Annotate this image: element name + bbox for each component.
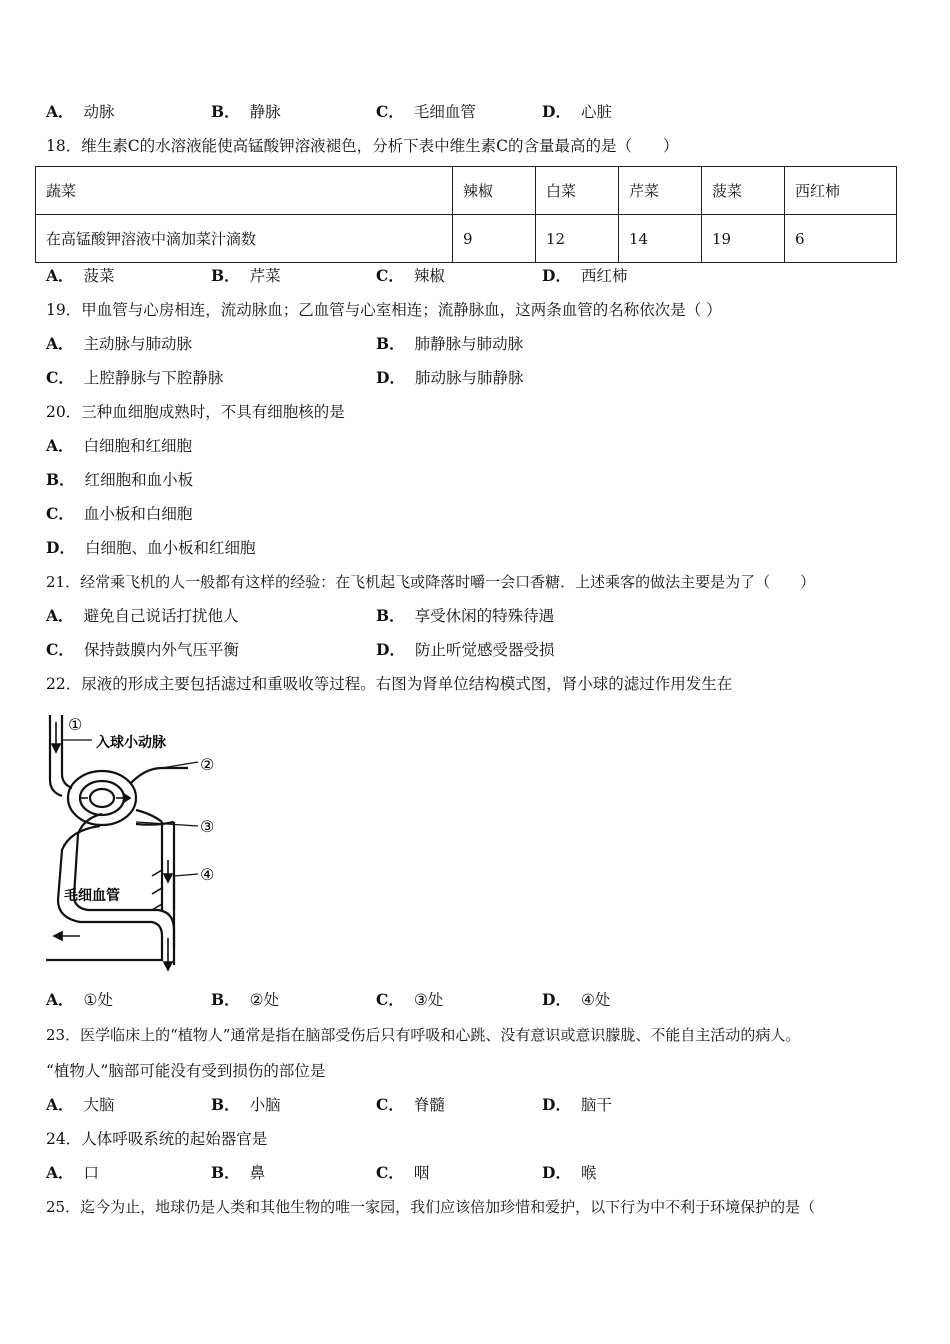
q23-option-c[interactable]: C． 脊髓 [376, 1095, 445, 1114]
q20-option-d[interactable]: D． 白细胞、血小板和红细胞 [46, 538, 256, 557]
q20-option-c[interactable]: C． 血小板和白细胞 [46, 504, 193, 523]
marker-1: ① [68, 715, 83, 734]
nephron-outline [46, 715, 188, 965]
q18-option-c[interactable]: C． 辣椒 [376, 266, 445, 285]
q19-option-c[interactable]: C． 上腔静脉与下腔静脉 [46, 368, 224, 387]
table-cell: 芹菜 [619, 167, 702, 215]
q23-option-d[interactable]: D． 脑干 [542, 1095, 612, 1114]
q23-stem-line1: 23．医学临床上的“植物人”通常是指在脑部受伤后只有呼吸和心跳、没有意识或意识朦胧、不能自主活动的病人。 [46, 1026, 801, 1044]
tubule-inner [74, 814, 174, 948]
table-cell: 西红柿 [785, 167, 897, 215]
table-cell: 白菜 [536, 167, 619, 215]
nephron-diagram [40, 710, 230, 975]
marker-4: ④ [200, 865, 215, 884]
table-cell: 9 [453, 215, 536, 263]
marker-3: ③ [200, 817, 215, 836]
q17-option-d[interactable]: D． 心脏 [542, 102, 612, 121]
q18-option-a[interactable]: A． 菠菜 [46, 266, 115, 285]
reabsorb-arrow [152, 870, 162, 876]
label-afferent-arteriole: 入球小动脉 [96, 735, 166, 751]
q22-option-a[interactable]: A． ①处 [46, 990, 113, 1009]
vitamin-c-table [35, 166, 897, 263]
q23-option-a[interactable]: A． 大脑 [46, 1095, 115, 1114]
q21-option-d[interactable]: D． 防止听觉感受器受损 [376, 640, 555, 659]
table-cell: 在高锰酸钾溶液中滴加菜汁滴数 [36, 215, 453, 263]
arrow-head [124, 794, 130, 802]
q23-stem-line2: “植物人”脑部可能没有受到损伤的部位是 [46, 1062, 326, 1080]
q18-option-b[interactable]: B． 芹菜 [211, 266, 281, 285]
q24-stem: 24．人体呼吸系统的起始器官是 [46, 1130, 268, 1148]
q22-option-d[interactable]: D． ④处 [542, 990, 611, 1009]
q17-option-c[interactable]: C． 毛细血管 [376, 102, 476, 121]
arrow-head [164, 874, 172, 882]
table-cell: 辣椒 [453, 167, 536, 215]
table-cell: 12 [536, 215, 619, 263]
q21-stem: 21．经常乘飞机的人一般都有这样的经验：在飞机起飞或降落时嚼一会口香糖．上述乘客的做法主要是为了（ ） [46, 573, 816, 591]
q20-stem: 20．三种血细胞成熟时，不具有细胞核的是 [46, 403, 345, 421]
table-cell: 菠菜 [702, 167, 785, 215]
q21-option-a[interactable]: A． 避免自己说话打扰他人 [46, 606, 239, 625]
q20-option-b[interactable]: B． 红细胞和血小板 [46, 470, 194, 489]
q22-option-c[interactable]: C． ③处 [376, 990, 444, 1009]
leader-line [174, 874, 198, 876]
table-cell: 蔬菜 [36, 167, 453, 215]
marker-2: ② [200, 755, 215, 774]
q24-option-d[interactable]: D． 喉 [542, 1163, 597, 1182]
q22-stem: 22．尿液的形成主要包括滤过和重吸收等过程。右图为肾单位结构模式图，肾小球的滤过作用发生在 [46, 675, 733, 693]
table-cell: 14 [619, 215, 702, 263]
q19-stem: 19．甲血管与心房相连，流动脉血；乙血管与心室相连；流静脉血，这两条血管的名称依次是（ ） [46, 301, 722, 319]
label-capillary: 毛细血管 [64, 888, 120, 904]
efferent-arteriole [130, 768, 188, 784]
arrow-head [52, 744, 60, 752]
q24-option-a[interactable]: A． 口 [46, 1163, 100, 1182]
q19-option-d[interactable]: D． 肺动脉与肺静脉 [376, 368, 524, 387]
q18-stem: 18．维生素C的水溶液能使高锰酸钾溶液褪色，分析下表中维生素C的含量最高的是（ ） [46, 137, 679, 155]
table-header-row [36, 167, 897, 215]
q19-option-a[interactable]: A． 主动脉与肺动脉 [46, 334, 193, 353]
q23-option-b[interactable]: B． 小脑 [211, 1095, 281, 1114]
tubule-connection [136, 810, 162, 822]
q21-option-b[interactable]: B． 享受休闲的特殊待遇 [376, 606, 555, 625]
table-cell: 19 [702, 215, 785, 263]
arrow-head [54, 932, 62, 940]
glomerulus-core [90, 789, 114, 807]
q20-option-a[interactable]: A． 白细胞和红细胞 [46, 436, 193, 455]
q22-option-b[interactable]: B． ②处 [211, 990, 280, 1009]
table-row [36, 215, 897, 263]
table-cell: 6 [785, 215, 897, 263]
q24-option-b[interactable]: B． 鼻 [211, 1163, 266, 1182]
leader-lines [62, 740, 198, 876]
q17-option-b[interactable]: B． 静脉 [211, 102, 281, 121]
q21-option-c[interactable]: C． 保持鼓膜内外气压平衡 [46, 640, 239, 659]
flow-arrows [52, 722, 172, 970]
q25-stem: 25．迄今为止，地球仍是人类和其他生物的唯一家园，我们应该倍加珍惜和爱护，以下行为中不利于环境保护的是（ [46, 1198, 816, 1216]
q17-option-a[interactable]: A． 动脉 [46, 102, 115, 121]
arrow-head [164, 962, 172, 970]
reabsorb-arrow [152, 888, 162, 894]
q19-option-b[interactable]: B． 肺静脉与肺动脉 [376, 334, 524, 353]
q24-option-c[interactable]: C． 咽 [376, 1163, 430, 1182]
q18-option-d[interactable]: D． 西红柿 [542, 266, 628, 285]
